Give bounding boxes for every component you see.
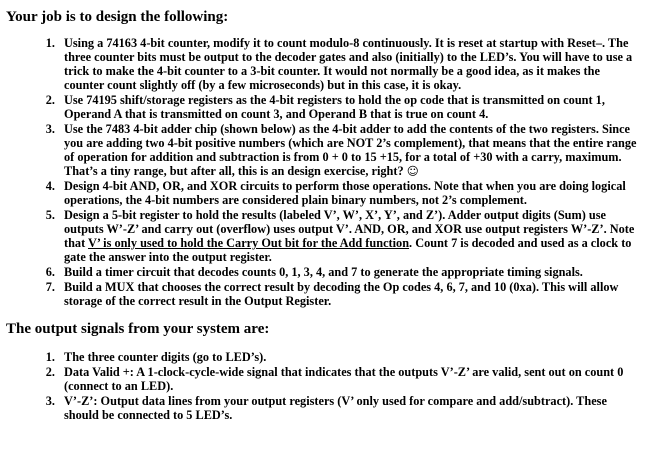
- output-item-3: [58, 394, 639, 422]
- task-item-6: [58, 265, 639, 279]
- task-item-text: Use the 7483 4-bit adder chip (shown below) as the 4-bit adder to add the contents of the two registers. Since you are adding two 4-bit positive numbers (which are NOT 2’s complement), that means that the entire range of operation for addition and subtraction is from 0 + 0 to 15 +15, for a total of +30 with a carry, maximum. That’s a tiny range, but after all, this is an design exercise, right?: [64, 122, 637, 178]
- underlined-text: V’ is only used to hold the Carry Out bit for the Add function: [88, 236, 410, 250]
- output-item-2: [58, 365, 639, 393]
- output-item-text: V’-Z’: Output data lines from your output registers (V’ only used for compare and add/subtract). These should be connected to 5 LED’s.: [64, 394, 607, 422]
- task-item-3: [58, 122, 639, 178]
- task-item-7: [58, 280, 639, 308]
- output-signals-heading: The output signals from your system are:: [6, 321, 270, 337]
- task-list: [6, 36, 639, 308]
- output-signal-list: [6, 350, 639, 422]
- task-item-text: . Count 7 is decoded and used as a clock to gate the answer into the output register.: [64, 236, 632, 264]
- task-item-4: [58, 179, 639, 207]
- output-item-text: Data Valid +: A 1-clock-cycle-wide signal that indicates that the outputs V’-Z’ are valid, sent out on count 0 (connect to an LED).: [64, 365, 624, 393]
- task-item-2: [58, 93, 639, 121]
- output-item-text: The three counter digits (go to LED’s).: [64, 350, 267, 364]
- output-item-1: [58, 350, 639, 364]
- task-item-text: Design a 5-bit register to hold the results (labeled V’, W’, X’, Y’, and Z’). Adder output digits (Sum) use outputs W’-Z’ and carry out (overflow) uses output V’. AND, OR, and XOR use output registers W’-Z’. Note that: [64, 208, 635, 250]
- task-item-5: [58, 208, 639, 264]
- task-item-text: Design 4-bit AND, OR, and XOR circuits to perform those operations. Note that when you are doing logical operations, the 4-bit numbers are considered plain binary numbers, not 2’s complement.: [64, 179, 626, 207]
- task-item-text: Build a timer circuit that decodes counts 0, 1, 3, 4, and 7 to generate the appropriate timing signals.: [64, 265, 583, 279]
- task-item-text: Build a MUX that chooses the correct result by decoding the Op codes 4, 6, 7, and 10 (0xa). This will allow storage of the correct result in the Output Register.: [64, 280, 619, 308]
- task-item-text: Use 74195 shift/storage registers as the 4-bit registers to hold the op code that is transmitted on count 1, Operand A that is transmitted on count 3, and Operand B that is true on count 4.: [64, 93, 605, 121]
- task-item-1: [58, 36, 639, 92]
- smiley-icon: ☺: [406, 164, 419, 178]
- task-item-text: Using a 74163 4-bit counter, modify it to count modulo-8 continuously. It is reset at startup with Reset–. The three counter bits must be output to the decoder gates and also (initially) to the LED’s. You will have to use a trick to make the 4-bit counter to a 3-bit counter. It would not normally be a good idea, as it makes the counter count slightly off (by a few microseconds) but in this case, it is okay.: [64, 36, 633, 92]
- main-heading: Your job is to design the following:: [6, 9, 229, 25]
